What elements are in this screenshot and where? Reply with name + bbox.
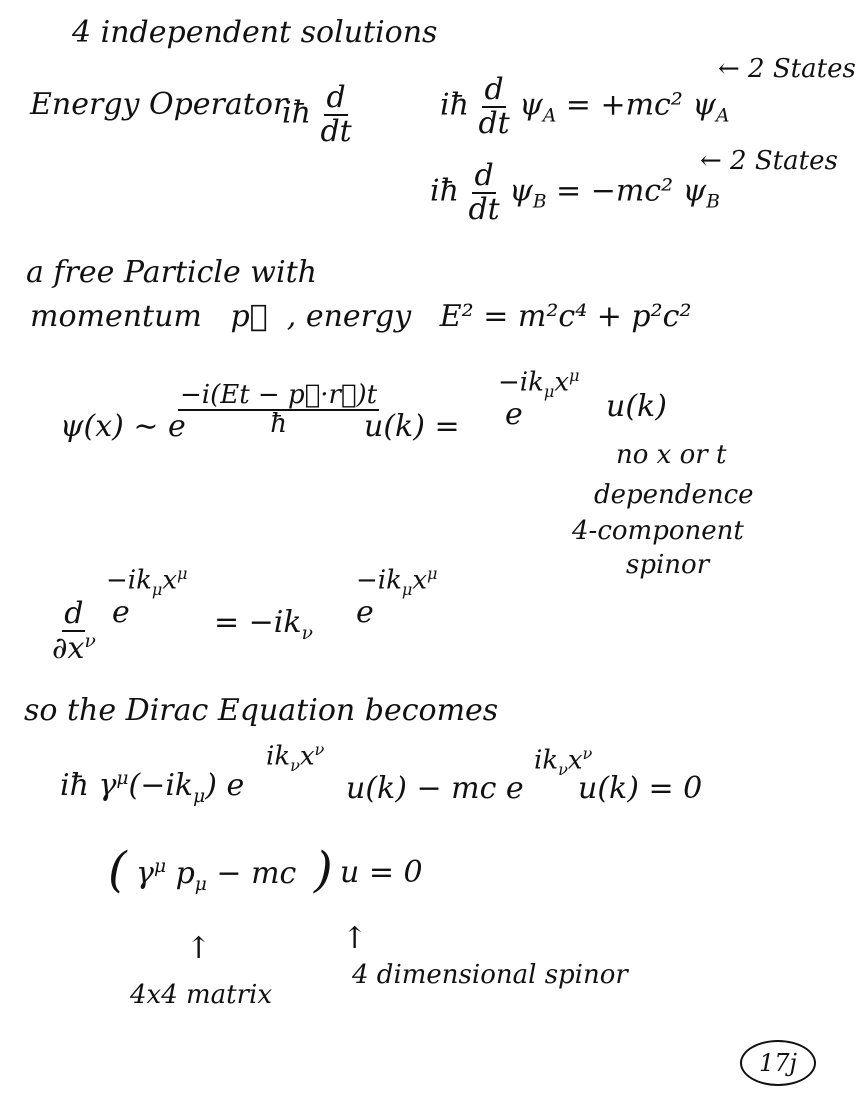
derivative-rhs-e: e	[356, 595, 374, 630]
derivative-e: e	[112, 595, 130, 630]
wavefunction-rhs-e: e	[505, 397, 523, 432]
derivative-exp-mu: μ	[177, 564, 188, 583]
dirac-b-sub: μ	[193, 786, 206, 807]
compact-dirac-body	[136, 858, 296, 895]
compact-p: p	[166, 856, 195, 891]
derivative-rhs-exp-x: x	[412, 565, 428, 596]
dirac-b: (−ik	[128, 768, 194, 803]
dirac-intro: so the Dirac Equation becomes	[24, 693, 499, 728]
wavefunction-mid: u(k) =	[364, 409, 460, 444]
wavefunction-rhs-exp: −ik	[498, 367, 544, 398]
equation-b-rhs-sub: B	[706, 191, 720, 213]
derivative-eq-text: = −ik	[214, 605, 302, 640]
momentum-label: momentum	[30, 299, 202, 334]
note-no-x-or-t: no x or t	[616, 440, 727, 470]
arrow-to-spinor-icon: ↑	[342, 921, 368, 956]
dirac-substituted	[60, 770, 244, 807]
energy-operator-label: Energy Operator	[30, 87, 288, 122]
energy-label: , energy	[286, 299, 412, 334]
derivative-exp: −ik	[106, 565, 152, 596]
free-particle-line1: a free Particle with	[26, 255, 317, 290]
equation-a-prefix: iħ	[440, 87, 469, 123]
wavefunction-exponent	[178, 382, 379, 439]
compact-gamma-sup: μ	[153, 856, 167, 877]
eqa-frac-den: dt	[478, 105, 510, 141]
eqb-frac-num: d	[474, 158, 494, 193]
compact-gamma: γ	[136, 856, 154, 891]
frac-num: d	[326, 80, 346, 115]
dirac-c-exp: ik	[266, 741, 291, 772]
free-particle-line2	[30, 299, 692, 334]
note-spinor: spinor	[626, 550, 710, 580]
dirac-c-exp-sub: ν	[290, 755, 300, 775]
equation-b-prefix: iħ	[430, 173, 459, 209]
equation-b	[430, 160, 720, 225]
equation-a-sub: A	[542, 105, 557, 127]
equation-b-rhs: = −mc² ψ	[556, 173, 707, 209]
equation-a	[440, 74, 729, 139]
momentum-symbol: p⃗	[230, 299, 268, 334]
spinor-uk: u(k)	[606, 389, 667, 424]
wavefunction-rhs-exp-sub: μ	[543, 381, 555, 401]
wavefunction-rhs-exponent	[498, 368, 580, 400]
eqb-frac-den: dt	[468, 191, 500, 227]
dirac-c-exp-x: x	[299, 741, 315, 772]
frac-den: dt	[320, 113, 352, 149]
derivative-num: d	[64, 596, 84, 631]
equation-a-psi: ψ	[519, 87, 543, 123]
compact-rhs: u = 0	[340, 855, 423, 890]
derivative-rhs-exp: −ik	[356, 565, 402, 596]
dirac-d-exp-x: x	[567, 745, 583, 776]
equation-b-fraction	[468, 160, 499, 225]
derivative-equals	[214, 605, 313, 644]
dirac-c-exponent	[266, 742, 324, 774]
note-dependence: dependence	[594, 480, 754, 510]
wavefunction-exp-den: ħ	[270, 409, 287, 440]
equation-a-fraction	[478, 74, 509, 139]
dirac-e: u(k) = 0	[578, 771, 703, 806]
derivative-den	[52, 632, 96, 665]
label-spinor: 4 dimensional spinor	[352, 960, 628, 990]
derivative-rhs-exp-mu: μ	[427, 564, 438, 583]
dirac-a-sup: μ	[116, 768, 129, 789]
page-number-badge	[740, 1040, 816, 1086]
wavefunction-rhs-exp-x: x	[554, 367, 570, 398]
dirac-d-exp: ik	[534, 745, 559, 776]
page-heading: 4 independent solutions	[72, 15, 438, 50]
energy-operator-symbol	[282, 82, 352, 147]
compact-p-sub: μ	[194, 874, 207, 895]
derivative-rhs-exponent	[356, 566, 438, 598]
equation-a-note: ← 2 States	[718, 54, 856, 84]
equation-a-rhs: = +mc² ψ	[565, 87, 716, 123]
dirac-d-exp-sub: ν	[558, 759, 568, 779]
derivative-rhs-exp-sub: μ	[401, 579, 413, 599]
eqa-frac-num: d	[484, 72, 504, 107]
derivative-exponent	[106, 566, 188, 598]
derivative-den-sup: ν	[84, 630, 96, 652]
wavefunction-exp-num: −i(Et − p⃗·r⃗)t	[180, 380, 378, 410]
dirac-a: iħ γ	[60, 768, 117, 803]
wavefunction-rhs-exp-mu: μ	[569, 366, 580, 385]
wavefunction-lhs: ψ(x) ∼ e	[60, 409, 186, 444]
energy-operator-fraction	[320, 82, 351, 147]
wavefunction-exponent-frac	[178, 382, 379, 439]
derivative-operator	[52, 598, 96, 664]
derivative-exp-sub: μ	[151, 579, 163, 599]
derivative-eq-sub: ν	[301, 623, 313, 644]
equation-a-rhs-sub: A	[715, 105, 730, 127]
derivative-den-text: ∂x	[52, 630, 85, 666]
compact-mid: − mc	[206, 856, 297, 891]
label-matrix: 4x4 matrix	[130, 980, 273, 1010]
dirac-d: u(k) − mc e	[346, 771, 524, 806]
compact-open-paren: (	[108, 842, 127, 898]
page-number: 17j	[759, 1049, 797, 1077]
dirac-c: ) e	[205, 768, 245, 803]
note-4-component: 4-component	[572, 516, 744, 546]
dirac-c-exp-nu: ν	[314, 740, 325, 759]
energy-relation: E² = m²c⁴ + p²c²	[439, 299, 692, 334]
derivative-exp-x: x	[162, 565, 178, 596]
energy-operator-prefix: iħ	[282, 95, 311, 131]
compact-close-paren: )	[314, 842, 333, 898]
equation-b-note: ← 2 States	[700, 146, 838, 176]
equation-b-psi: ψ	[509, 173, 533, 209]
arrow-to-matrix-icon: ↑	[186, 931, 212, 966]
derivative-frac	[52, 598, 96, 664]
dirac-d-exp-nu: ν	[582, 744, 593, 763]
equation-b-sub: B	[532, 191, 547, 213]
